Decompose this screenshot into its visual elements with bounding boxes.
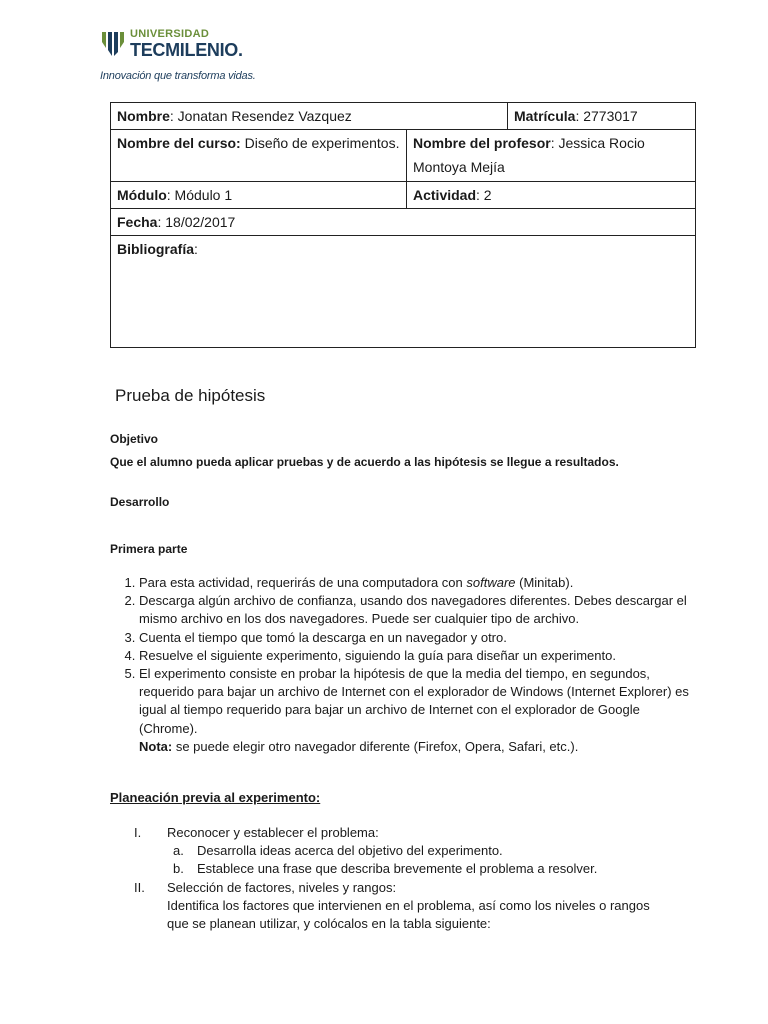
list-item: b. Establece una frase que describa brevemente el problema a resolver.	[110, 860, 670, 878]
roman-list	[110, 824, 670, 933]
nota-label: Nota:	[139, 738, 173, 754]
bibliografia-value: :	[194, 241, 198, 257]
software-emphasis: software	[466, 575, 516, 590]
page-title: Prueba de hipótesis	[115, 386, 266, 405]
objetivo-text: Que el alumno pueda aplicar pruebas y de acuerdo a las hipótesis se llegue a resultados.	[110, 455, 619, 469]
list-item: I. Reconocer y establecer el problema:	[110, 824, 670, 842]
desarrollo-heading: Desarrollo	[110, 495, 170, 509]
roman-numeral: I.	[134, 825, 142, 840]
primera-parte-heading: Primera parte	[110, 542, 188, 556]
matricula-cell	[507, 103, 695, 130]
nombre-value: : Jonatan Resendez Vazquez	[169, 108, 352, 124]
fecha-cell	[111, 209, 696, 236]
modulo-cell	[111, 182, 407, 209]
logo-line2: TECMILENIO.	[130, 40, 243, 60]
sub-letter: b.	[173, 861, 184, 877]
modulo-label: Módulo	[117, 187, 167, 203]
nombre-cell	[111, 103, 508, 130]
fecha-value: : 18/02/2017	[157, 214, 236, 230]
curso-value: Diseño de experimentos.	[240, 135, 400, 151]
planeacion-heading: Planeación previa al experimento:	[110, 790, 321, 805]
profesor-value: : Jessica Rocio Montoya Mejía	[413, 135, 645, 175]
logo-slogan: Innovación que transforma vidas.	[100, 70, 256, 82]
sub-letter: a.	[173, 843, 184, 859]
modulo-value: : Módulo 1	[166, 187, 233, 203]
list-item: 2. Descarga algún archivo de confianza, usando dos navegadores diferentes. Debes descargar el mismo archivo en los dos navegadores. Puede ser cualquier tipo de archivo.	[139, 592, 699, 628]
list-item: II. Selección de factores, niveles y rangos: Identifica los factores que intervienen en el problema, así como los niveles o rangos que se planean utilizar, y colócalos en la tabla siguiente:	[134, 879, 650, 932]
steps-list	[110, 574, 699, 756]
header-info-table	[110, 102, 696, 348]
list-item: a. Desarrolla ideas acerca del objetivo del experimento.	[110, 842, 670, 860]
matricula-label: Matrícula	[513, 108, 576, 124]
profesor-label: Nombre del profesor	[413, 135, 551, 151]
actividad-cell	[407, 182, 696, 209]
actividad-value: : 2	[476, 187, 492, 203]
curso-label: Nombre del curso:	[117, 135, 241, 151]
list-item: 3. Cuenta el tiempo que tomó la descarga en un navegador y otro.	[139, 629, 699, 647]
bibliografia-cell	[111, 236, 696, 348]
list-item: 1. Para esta actividad, requerirás de una computadora con software (Minitab).	[139, 574, 699, 592]
logo-line1: UNIVERSIDAD	[130, 28, 210, 40]
profesor-cell	[407, 130, 696, 182]
actividad-label: Actividad	[413, 187, 477, 203]
curso-cell	[111, 130, 407, 182]
objetivo-heading: Objetivo	[110, 432, 159, 446]
fecha-label: Fecha	[117, 214, 158, 230]
matricula-value: : 2773017	[575, 108, 638, 124]
list-item: 5. El experimento consiste en probar la hipótesis de que la media del tiempo, en segundos, requerido para bajar un archivo de Internet con el explorador de Windows (Internet Explorer) es igual al tiempo requerido para bajar un archivo de Internet con el explorador de Google (Chrome). Nota: se puede elegir otro navegador diferente (Firefox, Opera, Safari, etc.).	[139, 665, 699, 756]
tecmilenio-emblem-icon	[100, 30, 128, 60]
roman-numeral: II.	[134, 879, 145, 895]
nota-text: se puede elegir otro navegador diferente (Firefox, Opera, Safari, etc.).	[172, 738, 579, 754]
bibliografia-label: Bibliografía	[117, 241, 195, 257]
list-item: 4. Resuelve el siguiente experimento, siguiendo la guía para diseñar un experimento.	[139, 647, 699, 665]
tecmilenio-logo	[100, 28, 300, 86]
nombre-label: Nombre	[117, 108, 170, 124]
